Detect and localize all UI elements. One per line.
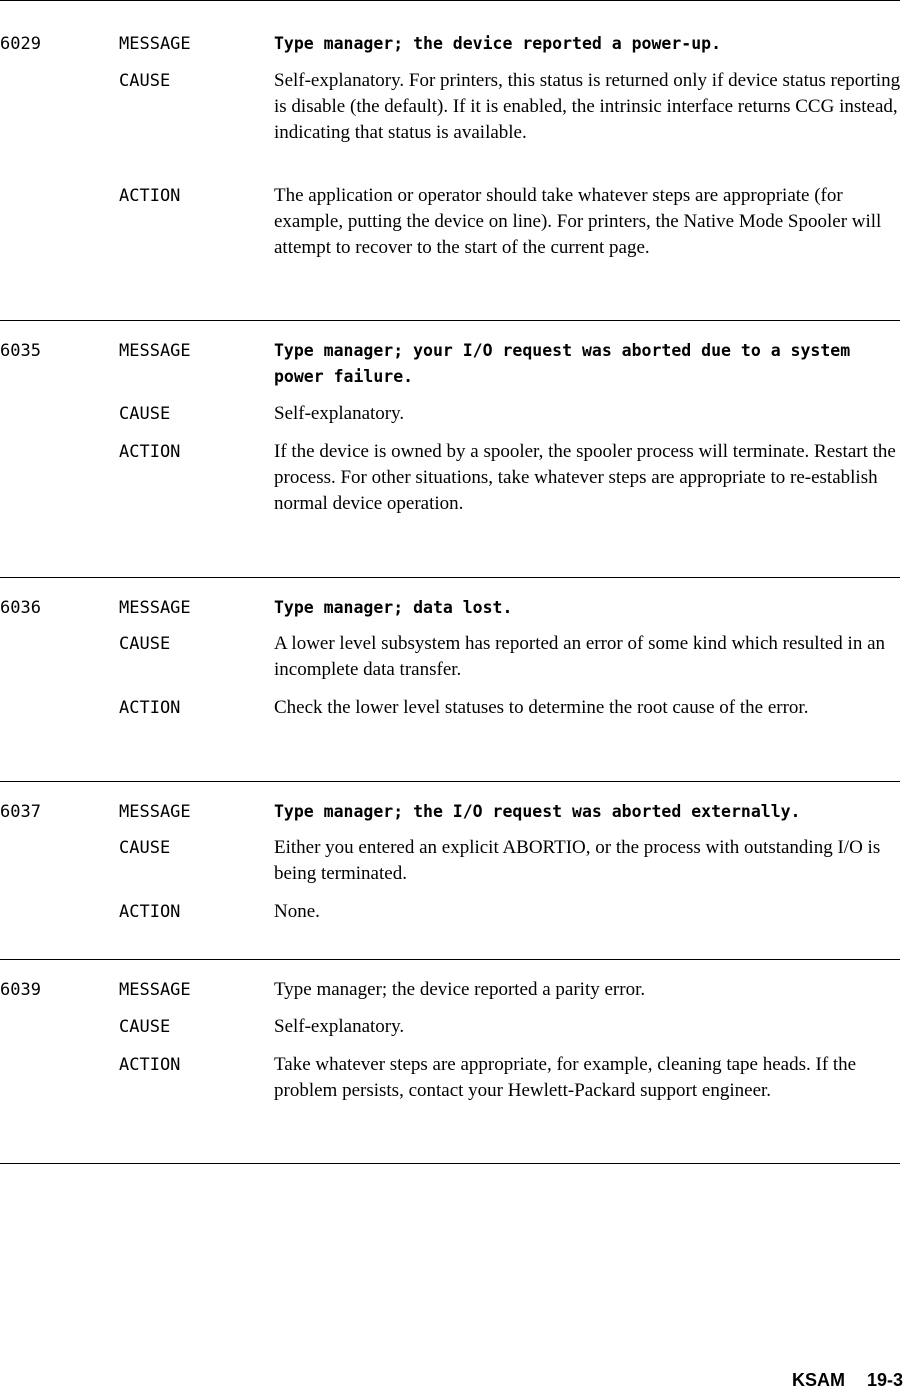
message-label: MESSAGE [119, 802, 191, 822]
error-message: Type manager; your I/O request was aborted due to a system power failure. [274, 341, 861, 386]
error-message: Type manager; the device reported a power-up. [274, 34, 722, 53]
action-label: ACTION [119, 902, 181, 922]
cause-text: A lower level subsystem has reported an error of some kind which resulted in an incomplete data transfer. [274, 633, 886, 680]
cause-text: Self-explanatory. [274, 1016, 405, 1037]
error-code: 6029 [0, 34, 41, 54]
divider [0, 320, 900, 321]
cause-label: CAUSE [119, 634, 171, 654]
divider [0, 959, 900, 960]
cause-label: CAUSE [119, 404, 171, 424]
divider [0, 1163, 900, 1164]
action-text: The application or operator should take whatever steps are appropriate (for example, putting the device on line). For printers, the Native Mode Spooler will attempt to recover to the start of the current page. [274, 185, 882, 258]
message-label: MESSAGE [119, 598, 191, 618]
error-code: 6039 [0, 980, 41, 1000]
error-message: Type manager; the device reported a parity error. [274, 979, 646, 1000]
error-code: 6035 [0, 341, 41, 361]
action-label: ACTION [119, 186, 181, 206]
error-message: Type manager; the I/O request was aborted externally. [274, 802, 801, 821]
page-number: 19-3 [866, 1370, 903, 1390]
cause-label: CAUSE [119, 1017, 171, 1037]
error-code: 6036 [0, 598, 41, 618]
action-label: ACTION [119, 442, 181, 462]
divider [0, 781, 900, 782]
divider [0, 0, 900, 1]
action-label: ACTION [119, 698, 181, 718]
action-label: ACTION [119, 1055, 181, 1075]
cause-label: CAUSE [119, 71, 171, 91]
cause-text: Either you entered an explicit ABORTIO, or the process with outstanding I/O is being terminated. [274, 837, 881, 884]
error-message: Type manager; data lost. [274, 598, 513, 617]
message-label: MESSAGE [119, 341, 191, 361]
cause-text: Self-explanatory. For printers, this status is returned only if device status reporting is disable (the default). If it is enabled, the intrinsic interface returns CCG instead, indicating that status is available. [274, 70, 901, 143]
error-code: 6037 [0, 802, 41, 822]
action-text: If the device is owned by a spooler, the spooler process will terminate. Restart the process. For other situations, take whatever steps are appropriate to re-establish normal device operation. [274, 441, 896, 514]
message-label: MESSAGE [119, 980, 191, 1000]
divider [0, 577, 900, 578]
action-text: Check the lower level statuses to determine the root cause of the error. [274, 697, 809, 718]
message-label: MESSAGE [119, 34, 191, 54]
action-text: None. [274, 901, 320, 922]
action-text: Take whatever steps are appropriate, for example, cleaning tape heads. If the problem persists, contact your Hewlett-Packard support engineer. [274, 1054, 857, 1101]
section-name: KSAM [791, 1370, 845, 1390]
cause-text: Self-explanatory. [274, 403, 405, 424]
cause-label: CAUSE [119, 838, 171, 858]
